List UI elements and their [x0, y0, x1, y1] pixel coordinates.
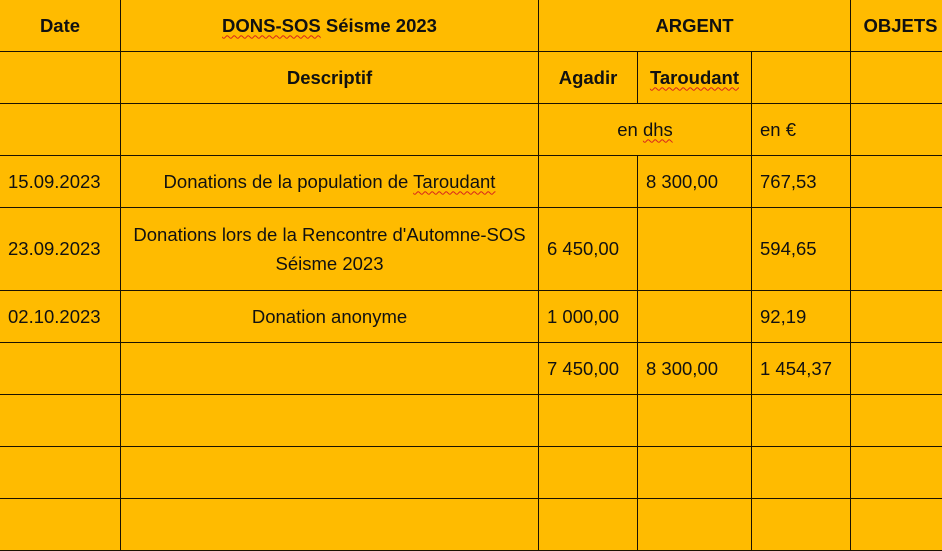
cell-empty[interactable]: [539, 395, 638, 447]
total-euro[interactable]: 1 454,37: [752, 343, 851, 395]
header-descriptif[interactable]: Descriptif: [121, 52, 539, 104]
cell-empty[interactable]: [0, 395, 121, 447]
cell-empty[interactable]: [638, 447, 752, 499]
cell-date[interactable]: 23.09.2023: [0, 208, 121, 291]
spellcheck-word-taroudant: Taroudant: [649, 66, 740, 88]
spellcheck-word-taroudant: Taroudant: [413, 170, 496, 192]
cell-empty[interactable]: [0, 52, 121, 104]
cell-empty[interactable]: [121, 395, 539, 447]
cell-euro[interactable]: 92,19: [752, 291, 851, 343]
header-objets[interactable]: OBJETS: [851, 0, 942, 52]
empty-row: [0, 499, 942, 551]
cell-empty[interactable]: [851, 447, 942, 499]
cell-empty[interactable]: [638, 395, 752, 447]
cell-empty[interactable]: [121, 499, 539, 551]
cell-taroudant[interactable]: [638, 208, 752, 291]
header-row: [0, 0, 942, 52]
cell-date[interactable]: 15.09.2023: [0, 156, 121, 208]
cell-description[interactable]: Donations lors de la Rencontre d'Automne-SOS Séisme 2023: [121, 208, 539, 291]
cell-empty[interactable]: [0, 104, 121, 156]
unit-dhs[interactable]: [539, 104, 752, 156]
empty-row: [0, 447, 942, 499]
cell-empty[interactable]: [539, 499, 638, 551]
cell-agadir[interactable]: [539, 156, 638, 208]
cell-empty[interactable]: [121, 447, 539, 499]
cell-agadir[interactable]: 1 000,00: [539, 291, 638, 343]
total-taroudant[interactable]: 8 300,00: [638, 343, 752, 395]
totals-row: [0, 343, 942, 395]
cell-empty[interactable]: [121, 343, 539, 395]
cell-empty[interactable]: [752, 52, 851, 104]
cell-empty[interactable]: [0, 447, 121, 499]
header-title[interactable]: [121, 0, 539, 52]
cell-empty[interactable]: [851, 395, 942, 447]
spellcheck-word-dhs: dhs: [642, 118, 673, 140]
cell-empty[interactable]: [851, 499, 942, 551]
cell-objets[interactable]: [851, 208, 942, 291]
cell-empty[interactable]: [752, 395, 851, 447]
cell-empty[interactable]: [539, 447, 638, 499]
header-taroudant[interactable]: [638, 52, 752, 104]
unit-euro[interactable]: en €: [752, 104, 851, 156]
cell-euro[interactable]: 594,65: [752, 208, 851, 291]
cell-description[interactable]: Donation anonyme: [121, 291, 539, 343]
subheader-row: [0, 52, 942, 104]
cell-empty[interactable]: [752, 499, 851, 551]
cell-taroudant[interactable]: 8 300,00: [638, 156, 752, 208]
cell-empty[interactable]: [752, 447, 851, 499]
cell-description[interactable]: [121, 156, 539, 208]
cell-objets[interactable]: [851, 291, 942, 343]
unit-dhs-prefix: en: [617, 118, 643, 140]
cell-empty[interactable]: [0, 343, 121, 395]
cell-empty[interactable]: [0, 499, 121, 551]
header-title-rest: Séisme 2023: [320, 14, 437, 36]
spellcheck-word-dons-sos: DONS-SOS: [222, 14, 321, 36]
cell-empty[interactable]: [851, 343, 942, 395]
cell-date[interactable]: 02.10.2023: [0, 291, 121, 343]
cell-taroudant[interactable]: [638, 291, 752, 343]
cell-euro[interactable]: 767,53: [752, 156, 851, 208]
header-date[interactable]: Date: [0, 0, 121, 52]
cell-empty[interactable]: [121, 104, 539, 156]
cell-empty[interactable]: [851, 104, 942, 156]
description-text: Donations de la population de: [163, 170, 414, 192]
cell-objets[interactable]: [851, 156, 942, 208]
units-row: [0, 104, 942, 156]
header-agadir[interactable]: Agadir: [539, 52, 638, 104]
header-argent[interactable]: ARGENT: [539, 0, 851, 52]
cell-agadir[interactable]: 6 450,00: [539, 208, 638, 291]
table-row: [0, 291, 942, 343]
cell-empty[interactable]: [851, 52, 942, 104]
total-agadir[interactable]: 7 450,00: [539, 343, 638, 395]
table-row: [0, 208, 942, 291]
cell-empty[interactable]: [638, 499, 752, 551]
empty-row: [0, 395, 942, 447]
table-row: [0, 156, 942, 208]
